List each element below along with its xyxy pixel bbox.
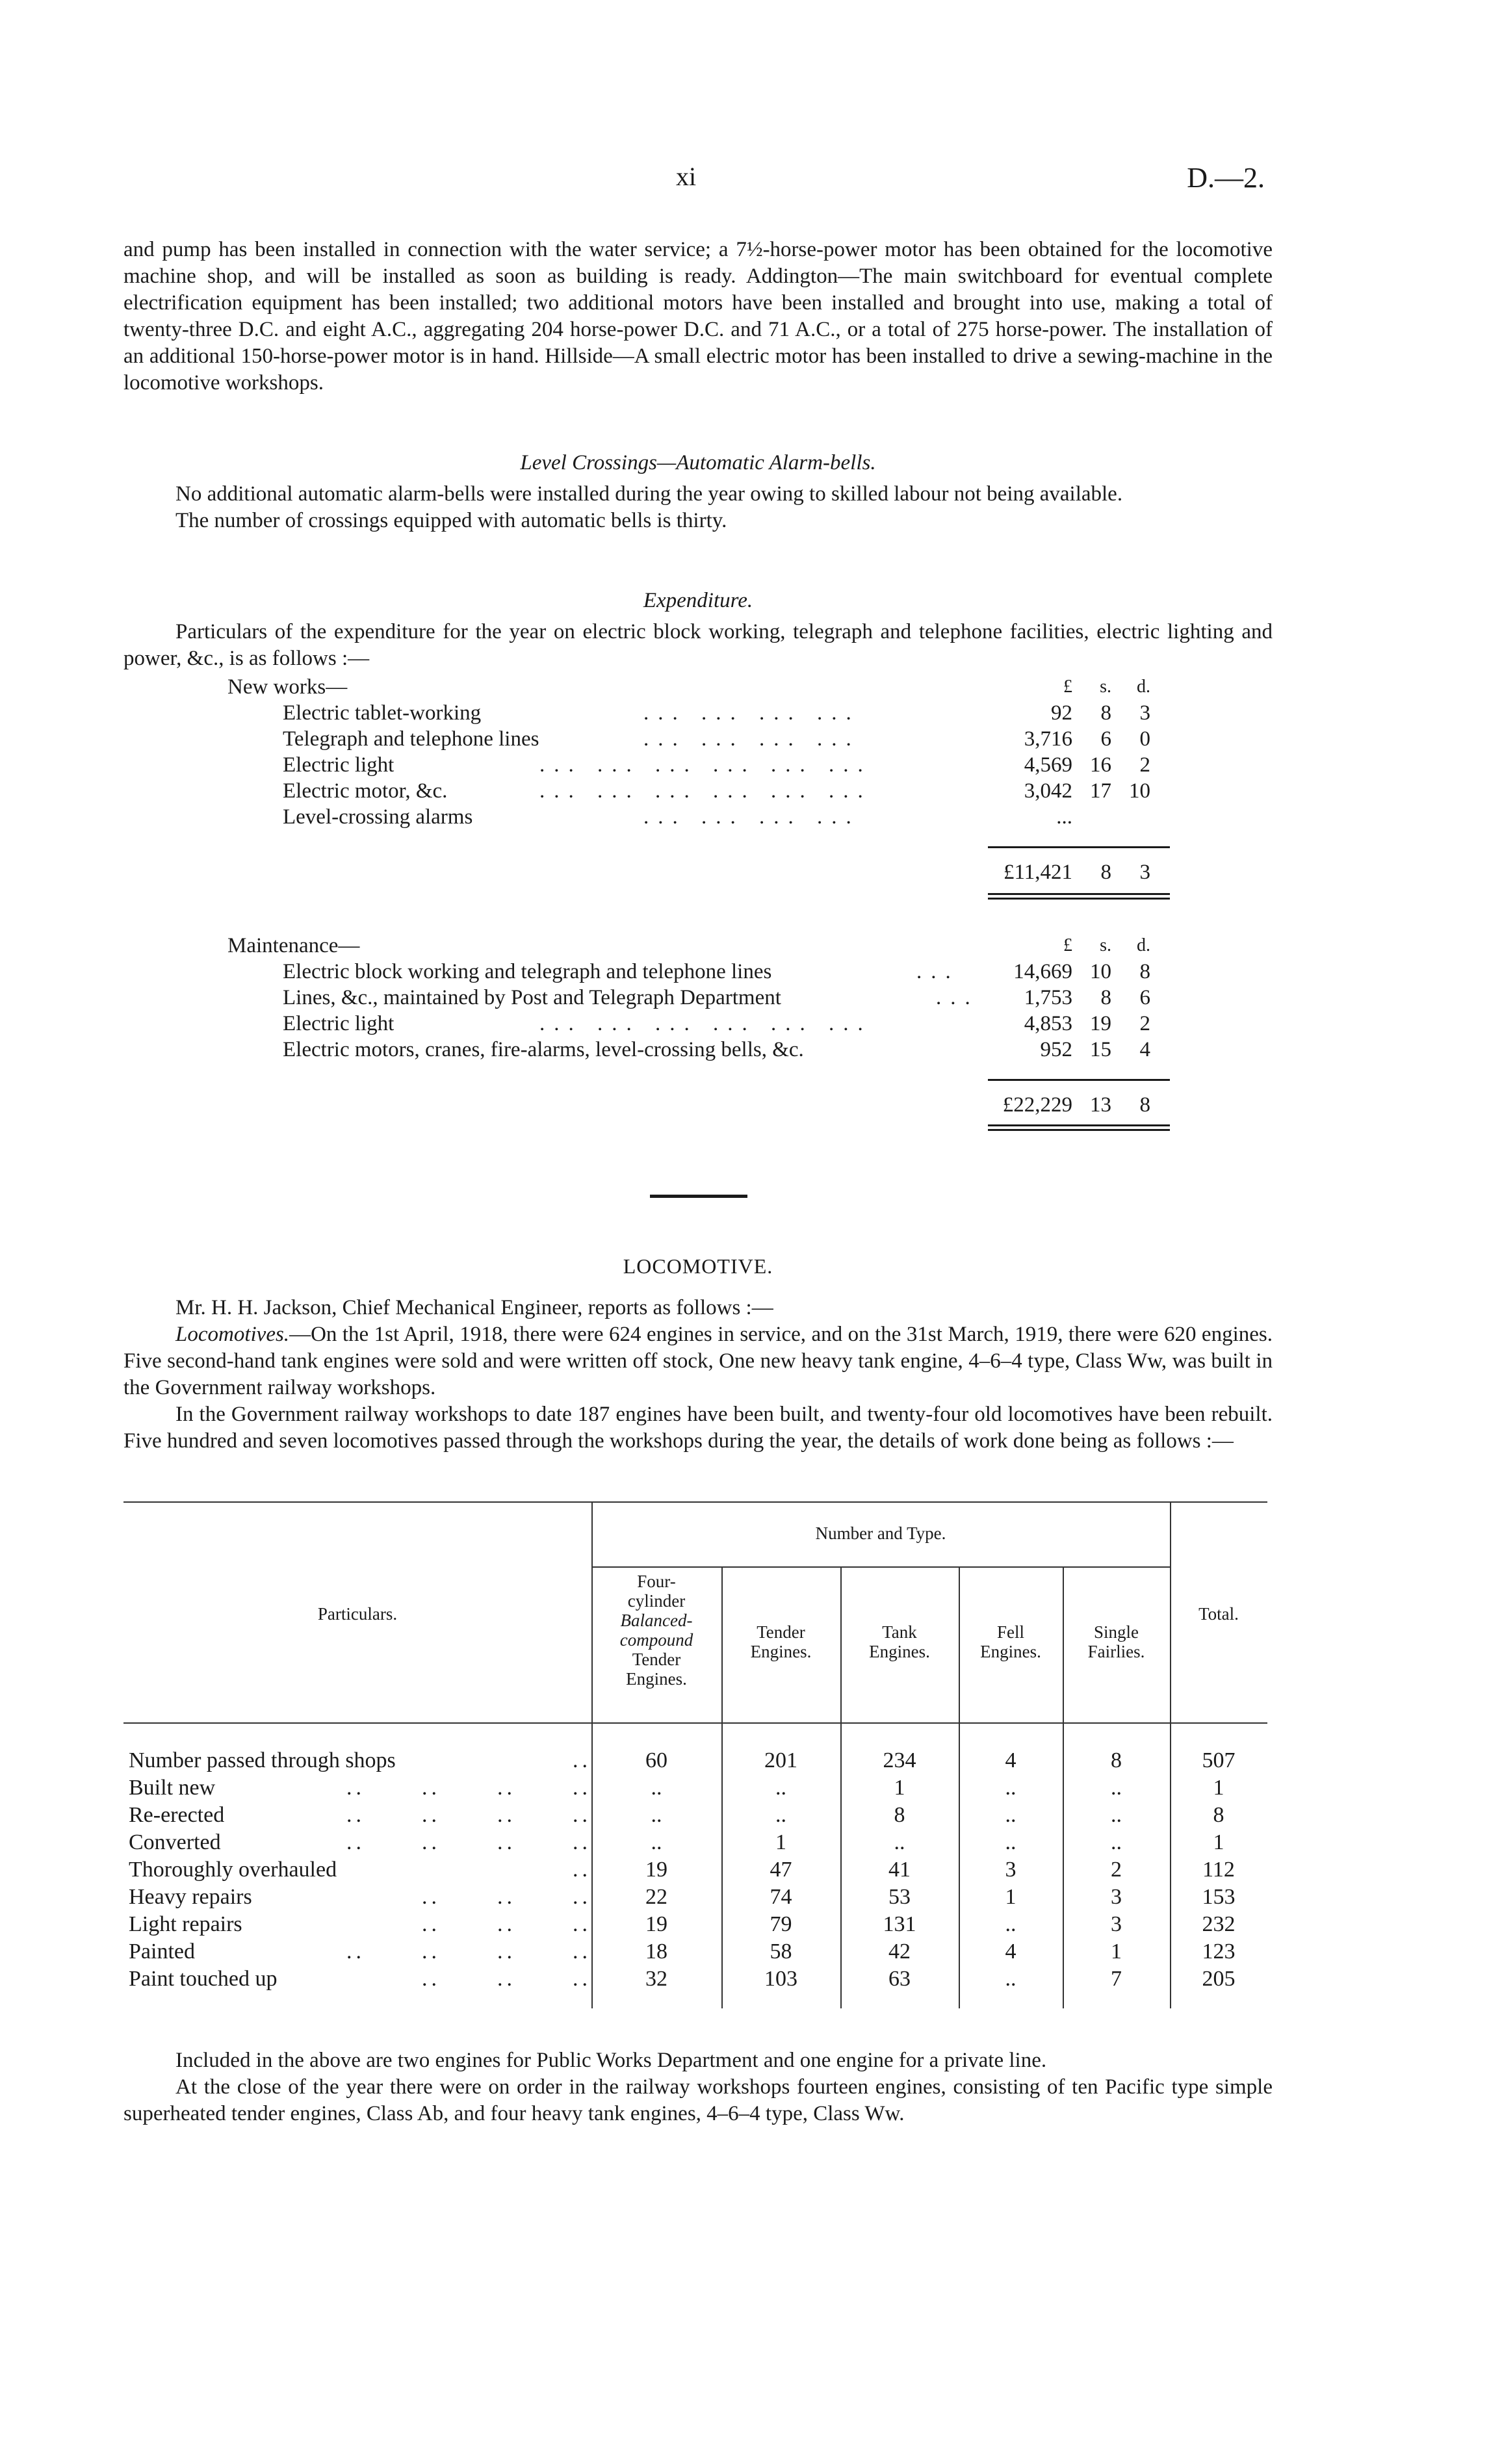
expense-row: Electric tablet-working ... ... ... ... 92 8 3: [283, 701, 1150, 725]
expense-label: Electric motor, &c.: [283, 779, 448, 803]
expense-label: Lines, &c., maintained by Post and Telegraph Department: [283, 986, 781, 1009]
expense-shillings: 16: [1090, 753, 1111, 777]
cell-tank: 63: [888, 1967, 911, 1991]
expense-row: Electric light ... ... ... ... ... ... 4,569 16 2: [283, 753, 1150, 777]
cell-four-cylinder: 18: [645, 1939, 667, 1964]
expense-label: Electric light: [283, 753, 395, 777]
cell-fell: 3: [1005, 1858, 1016, 1882]
total-shillings: 13: [1090, 1093, 1111, 1117]
cell-total: 1: [1213, 1830, 1224, 1854]
cell-four-cylinder: 19: [645, 1858, 667, 1882]
cell-fell: ..: [1005, 1912, 1016, 1936]
expense-pounds: 952: [1040, 1038, 1072, 1061]
cell-single-fairlies: 8: [1111, 1748, 1122, 1772]
cell-single-fairlies: 3: [1111, 1912, 1122, 1936]
expense-shillings: 10: [1090, 960, 1111, 983]
row-label: Converted: [129, 1830, 221, 1854]
total-double-rule: [988, 893, 1170, 900]
shillings-header: s.: [1100, 677, 1111, 697]
expense-pence: 10: [1129, 779, 1150, 803]
total-pence: 8: [1139, 1093, 1150, 1117]
header-line: cylinder: [627, 1591, 686, 1611]
cell-single-fairlies: 1: [1111, 1939, 1122, 1964]
header-line: Tender: [757, 1622, 805, 1642]
cell-tender: 103: [764, 1967, 797, 1991]
header-bottom-rule: [123, 1722, 1267, 1724]
paragraph-workshops: In the Government railway workshops to date 187 engines have been built, and twenty-four old locomotives have been rebuilt. Five hundred and seven locomotives passed through the workshops during the year, the details of work done being as follows :—: [123, 1403, 1273, 1453]
cell-four-cylinder: 32: [645, 1967, 667, 1991]
new-works-total: [227, 859, 1176, 885]
total-double-rule: [988, 1124, 1170, 1131]
table-row: .. Number passed through shops 60 201 234 4 8 507: [123, 1747, 1267, 1774]
cell-tank: 131: [883, 1912, 916, 1936]
total-shillings: 8: [1100, 861, 1111, 884]
cell-fell: 4: [1005, 1939, 1016, 1964]
expense-pounds: 4,853: [1024, 1012, 1072, 1035]
cell-single-fairlies: ..: [1111, 1803, 1122, 1827]
expense-pounds: 3,042: [1024, 779, 1072, 803]
cell-tender: 74: [770, 1885, 792, 1909]
cell-single-fairlies: 2: [1111, 1858, 1122, 1882]
cell-four-cylinder: ..: [651, 1830, 662, 1854]
expense-shillings: 8: [1100, 701, 1111, 725]
expense-pence: 3: [1139, 701, 1150, 725]
cell-total: 1: [1213, 1776, 1224, 1800]
tender-engines-header: [721, 1622, 840, 1661]
total-pounds: £22,229: [1002, 1093, 1072, 1117]
expense-pence: 4: [1139, 1038, 1150, 1061]
cell-total: 8: [1213, 1803, 1224, 1827]
tank-engines-header: [840, 1622, 959, 1661]
cell-fell: 4: [1005, 1748, 1016, 1772]
maintenance-table: [227, 933, 1176, 1063]
row-label: Number passed through shops: [129, 1748, 396, 1772]
cell-tank: 8: [894, 1803, 905, 1827]
cell-total: 232: [1202, 1912, 1236, 1936]
cell-fell: ..: [1005, 1803, 1016, 1827]
maintenance-total: [227, 1092, 1176, 1118]
row-label: Painted: [129, 1939, 195, 1964]
expense-pence: 0: [1139, 727, 1150, 751]
cell-four-cylinder: 22: [645, 1885, 667, 1909]
header-line: Fell: [996, 1622, 1024, 1642]
cell-total: 507: [1202, 1748, 1236, 1772]
cell-single-fairlies: 7: [1111, 1967, 1122, 1991]
cell-tender: ..: [775, 1776, 786, 1800]
pounds-header: £: [1063, 677, 1072, 697]
expense-pounds: ...: [1056, 805, 1072, 829]
expense-pounds: 14,669: [1013, 960, 1072, 983]
expense-label: Electric tablet-working: [283, 701, 482, 725]
expense-row: Electric light ... ... ... ... ... ... 4,853 19 2: [283, 1012, 1150, 1035]
row-label: Thoroughly overhauled: [129, 1858, 337, 1882]
expense-shillings: 17: [1090, 779, 1111, 803]
page-number: xi: [676, 162, 697, 191]
header-line: Engines.: [626, 1669, 687, 1689]
expense-pounds: 1,753: [1024, 986, 1072, 1009]
level-crossings-section: [123, 481, 1273, 534]
cell-single-fairlies: ..: [1111, 1776, 1122, 1800]
row-label: Light repairs: [129, 1912, 242, 1936]
opening-paragraph: [123, 237, 1273, 396]
cell-tank: 53: [888, 1885, 911, 1909]
locomotives-lead: Locomotives.: [175, 1323, 290, 1346]
expense-shillings: 6: [1100, 727, 1111, 751]
header-line: compound: [619, 1630, 693, 1650]
cell-total: 123: [1202, 1939, 1236, 1964]
heading-expenditure: Expenditure.: [643, 589, 753, 612]
expense-row: [227, 1037, 1176, 1063]
expense-pence: 2: [1139, 753, 1150, 777]
paragraph-engines-on-order: At the close of the year there were on order in the railway workshops fourteen engines, consisting of ten Pacific type simple superheated tender engines, Class Ab, and four heavy tank engines, 4–6–4 type, Class Ww.: [123, 2075, 1273, 2125]
total-pence: 3: [1139, 861, 1150, 884]
expense-label: Telegraph and telephone lines: [283, 727, 539, 751]
expense-label: Electric light: [283, 1012, 395, 1035]
cell-tender: 47: [770, 1858, 792, 1882]
cell-fell: 1: [1005, 1885, 1016, 1909]
row-label: Re-erected: [129, 1803, 225, 1827]
cell-four-cylinder: ..: [651, 1776, 662, 1800]
expense-label: Level-crossing alarms: [283, 805, 473, 829]
expense-pence: 2: [1139, 1012, 1150, 1035]
cell-total: 205: [1202, 1967, 1236, 1991]
row-label: Paint touched up: [129, 1967, 278, 1991]
cell-tank: 1: [894, 1776, 905, 1800]
cell-four-cylinder: ..: [651, 1803, 662, 1827]
expense-row: Telegraph and telephone lines ... ... ... ... 3,716 6 0: [283, 727, 1150, 751]
paragraph-locomotives-count: [123, 1321, 1273, 1401]
shillings-header: s.: [1100, 935, 1111, 955]
table-row: .. Thoroughly overhauled 19 47 41 3 2 112: [123, 1856, 1267, 1884]
cell-total: 153: [1202, 1885, 1236, 1909]
cell-tank: 234: [883, 1748, 916, 1772]
expense-pence: 8: [1139, 960, 1150, 983]
table-row: .. .. .. .. Built new .. .. 1 .. .. 1: [123, 1774, 1267, 1802]
cell-tender: 1: [775, 1830, 786, 1854]
table-row: .. .. .. .. Painted 18 58 42 4 1 123: [123, 1938, 1267, 1965]
heading-level-crossings: Level Crossings—Automatic Alarm-bells.: [520, 451, 876, 474]
expense-row: Electric motor, &c. ... ... ... ... ... ... 3,042 17 10: [283, 779, 1150, 803]
table-row: .. .. .. .. Converted .. 1 .. .. .. 1: [123, 1829, 1267, 1856]
single-fairlies-header: [1063, 1622, 1170, 1661]
cell-tank: 42: [888, 1939, 911, 1964]
header-line: Balanced-: [620, 1611, 693, 1630]
cell-fell: ..: [1005, 1967, 1016, 1991]
table-row: .. .. .. .. Re-erected .. .. 8 .. .. 8: [123, 1802, 1267, 1829]
cell-tender: 201: [764, 1748, 797, 1772]
expense-shillings: 15: [1090, 1038, 1111, 1061]
fell-engines-header: [959, 1622, 1063, 1661]
pence-header: d.: [1137, 677, 1150, 697]
cell-tender: 58: [770, 1939, 792, 1964]
header-line: Engines.: [869, 1642, 930, 1661]
row-label: Heavy repairs: [129, 1885, 252, 1909]
expense-row: Lines, &c., maintained by Post and Telegraph Department ... 1,753 8 6: [283, 986, 1150, 1009]
cell-fell: ..: [1005, 1830, 1016, 1854]
paragraph-included-engines: Included in the above are two engines for Public Works Department and one engine for a private line.: [175, 2049, 1047, 2072]
locomotive-section: [123, 1295, 1273, 1455]
subtotal-rule: [988, 1079, 1170, 1081]
cell-tank: ..: [894, 1830, 905, 1854]
particulars-header: Particulars.: [317, 1604, 398, 1624]
locomotive-work-table: [123, 1501, 1267, 2021]
expense-pounds: 3,716: [1024, 727, 1072, 751]
expenditure-intro: [123, 619, 1273, 672]
expense-row: Level-crossing alarms ... ... ... ... ...: [283, 805, 1072, 829]
expense-shillings: 19: [1090, 1012, 1111, 1035]
cell-fell: ..: [1005, 1776, 1016, 1800]
paragraph-report-intro: Mr. H. H. Jackson, Chief Mechanical Engineer, reports as follows :—: [175, 1296, 773, 1319]
cell-tender: 79: [770, 1912, 792, 1936]
maintenance-label: Maintenance—: [227, 934, 360, 957]
cell-single-fairlies: ..: [1111, 1830, 1122, 1854]
header-line: Tank: [882, 1622, 917, 1642]
header-line: Engines.: [750, 1642, 812, 1661]
group-header-rule: [591, 1566, 1170, 1568]
expense-pounds: 4,569: [1024, 753, 1072, 777]
cell-single-fairlies: 3: [1111, 1885, 1122, 1909]
table-row: .. .. .. Light repairs 19 79 131 .. 3 232: [123, 1911, 1267, 1938]
row-label: Built new: [129, 1776, 216, 1800]
header-line: Four-: [637, 1572, 676, 1591]
table-top-rule: [123, 1501, 1267, 1503]
section-separator: [650, 1195, 747, 1198]
expense-pence: 6: [1139, 986, 1150, 1009]
cell-four-cylinder: 60: [645, 1748, 667, 1772]
total-pounds: £11,421: [1003, 861, 1072, 884]
total-header: Total.: [1198, 1604, 1239, 1624]
new-works-table: [227, 674, 1176, 830]
paragraph-alarm-bells: No additional automatic alarm-bells were installed during the year owing to skilled labour not being available.: [175, 482, 1123, 506]
cell-total: 112: [1202, 1858, 1235, 1882]
subtotal-rule: [988, 846, 1170, 848]
locomotives-text: —On the 1st April, 1918, there were 624 engines in service, and on the 31st March, 1919, there were 620 engines. Five second-hand tank engines were sold and were written off stock, One new heavy tank engine, 4–6–4 type, Class Ww, was built in the Government railway workshops.: [123, 1323, 1273, 1399]
closing-section: [123, 2047, 1273, 2127]
cell-tank: 41: [888, 1858, 911, 1882]
cell-four-cylinder: 19: [645, 1912, 667, 1936]
header-line: Engines.: [980, 1642, 1041, 1661]
four-cylinder-header: [591, 1572, 721, 1689]
header-line: Fairlies.: [1087, 1642, 1145, 1661]
cell-tender: ..: [775, 1803, 786, 1827]
pounds-header: £: [1063, 935, 1072, 955]
expense-pounds: 92: [1051, 701, 1072, 725]
pence-header: d.: [1137, 935, 1150, 955]
number-and-type-header: Number and Type.: [815, 1524, 946, 1543]
expense-shillings: 8: [1100, 986, 1111, 1009]
expense-row: Electric block working and telegraph and telephone lines ... 14,669 10 8: [283, 960, 1150, 983]
table-row: .. .. .. Heavy repairs 22 74 53 1 3 153: [123, 1884, 1267, 1911]
new-works-label: New works—: [227, 675, 348, 699]
table-row: .. .. .. Paint touched up 32 103 63 .. 7 205: [123, 1965, 1267, 1993]
document-code: D.—2.: [1187, 162, 1265, 194]
paragraph-crossings-count: The number of crossings equipped with automatic bells is thirty.: [175, 509, 727, 532]
header-line: Tender: [632, 1650, 681, 1669]
heading-locomotive: LOCOMOTIVE.: [623, 1254, 773, 1278]
header-line: Single: [1093, 1622, 1139, 1642]
expense-label: Electric block working and telegraph and telephone lines: [283, 960, 772, 983]
expense-label: Electric motors, cranes, fire-alarms, level-crossing bells, &c.: [283, 1038, 804, 1061]
paragraph-expenditure-intro: Particulars of the expenditure for the year on electric block working, telegraph and telephone facilities, electric lighting and power, &c., is as follows :—: [123, 620, 1273, 670]
paragraph-electric-motors: and pump has been installed in connection with the water service; a 7½-horse-power motor has been obtained for the locomotive machine shop, and will be installed as soon as building is ready. Addington—The main switchboard for eventual complete electrification equipment has been installed; two additional motors have been installed and brought into use, making a total of twenty-three D.C. and eight A.C., aggregating 204 horse-power D.C. and 71 A.C., or a total of 275 horse-power. The installation of an additional 150-horse-power motor is in hand. Hillside—A small electric motor has been installed to drive a sewing-machine in the locomotive workshops.: [123, 238, 1273, 395]
